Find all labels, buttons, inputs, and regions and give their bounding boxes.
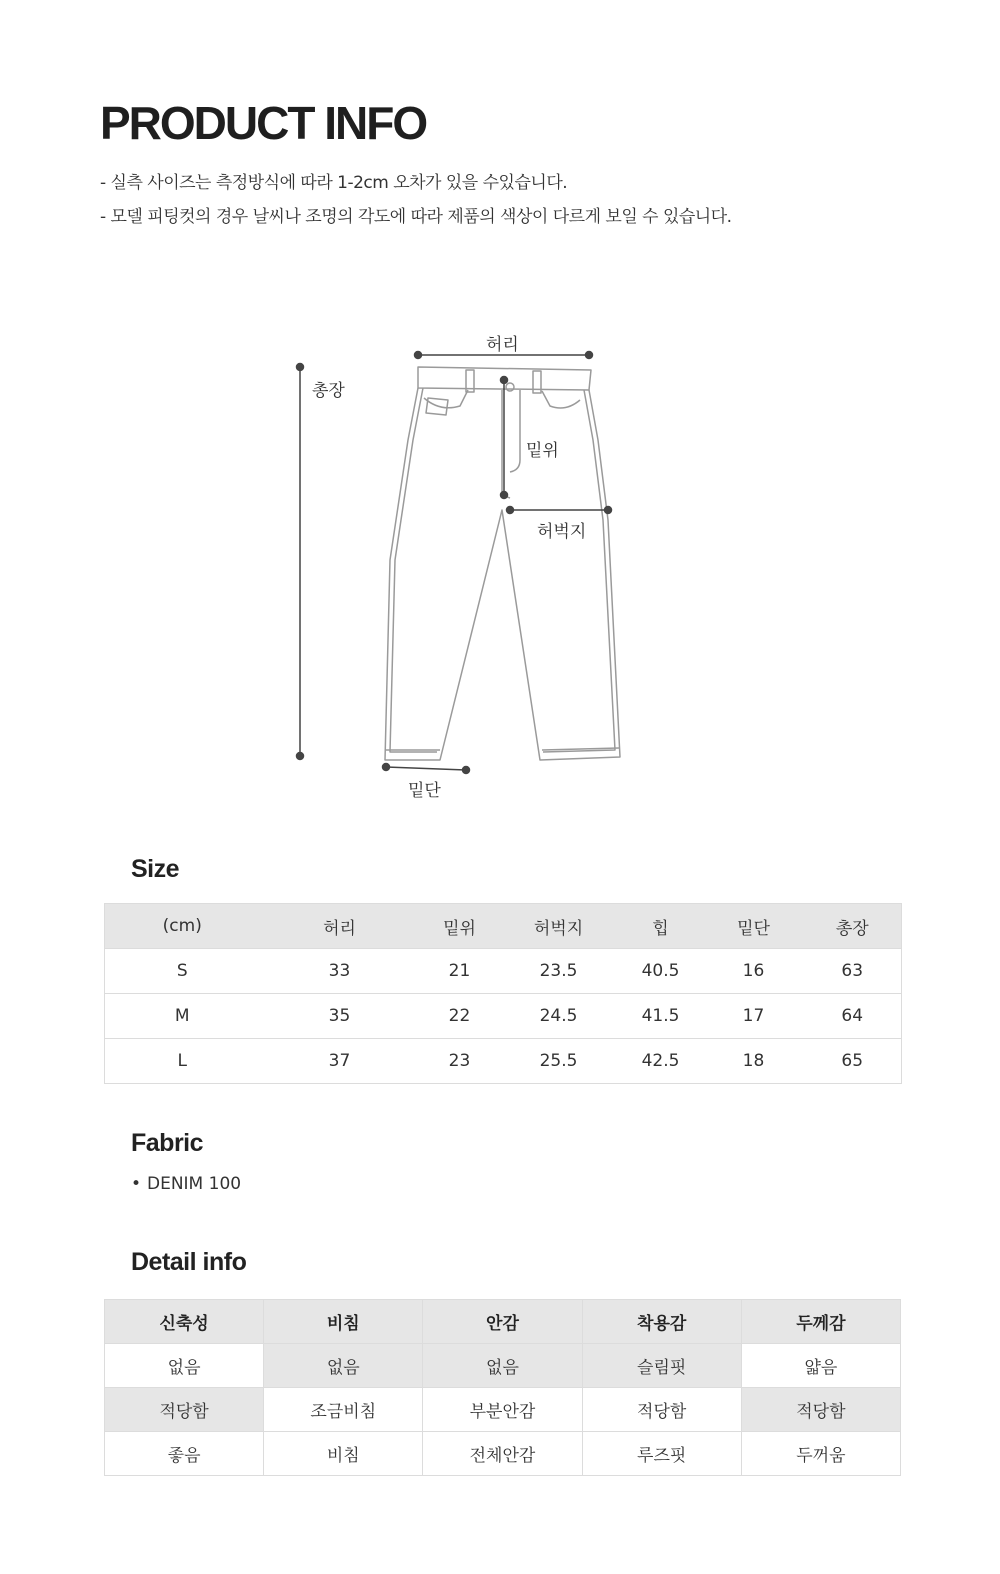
size-header-unit: (cm) — [105, 904, 260, 949]
size-header-hip: 힙 — [618, 904, 704, 949]
detail-cell-selected: 적당함 — [741, 1388, 900, 1432]
size-cell: 25.5 — [500, 1039, 618, 1084]
size-section-title: Size — [131, 855, 180, 883]
size-header-hem: 밑단 — [704, 904, 804, 949]
detail-cell: 두꺼움 — [741, 1432, 900, 1476]
table-row — [105, 1039, 902, 1084]
detail-header-sheer: 비침 — [264, 1300, 423, 1344]
fabric-list-item — [131, 1174, 241, 1194]
fabric-section-title: Fabric — [131, 1129, 204, 1157]
length-label: 총장 — [312, 381, 345, 401]
size-cell: 17 — [704, 994, 804, 1039]
detail-header-stretch: 신축성 — [105, 1300, 264, 1344]
table-row — [105, 1432, 901, 1476]
detail-header-thickness: 두께감 — [741, 1300, 900, 1344]
size-cell: 24.5 — [500, 994, 618, 1039]
size-cell: 23.5 — [500, 949, 618, 994]
table-row — [105, 949, 902, 994]
size-table — [104, 903, 902, 1084]
bullet-icon: • — [131, 1174, 142, 1194]
size-cell: 37 — [260, 1039, 420, 1084]
size-cell: L — [105, 1039, 260, 1084]
size-cell: M — [105, 994, 260, 1039]
size-cell: 65 — [804, 1039, 902, 1084]
size-header-thigh: 허벅지 — [500, 904, 618, 949]
detail-table — [104, 1299, 901, 1476]
size-cell: 16 — [704, 949, 804, 994]
detail-cell: 비침 — [264, 1432, 423, 1476]
fabric-composition: DENIM 100 — [147, 1174, 242, 1194]
size-header-rise: 밑위 — [420, 904, 500, 949]
size-header-length: 총장 — [804, 904, 902, 949]
size-cell: 42.5 — [618, 1039, 704, 1084]
note-color: - 모델 피팅컷의 경우 날씨나 조명의 각도에 따라 제품의 색상이 다르게 보일 수 있습니다. — [100, 207, 732, 227]
detail-cell: 좋음 — [105, 1432, 264, 1476]
size-cell: 18 — [704, 1039, 804, 1084]
size-cell: 33 — [260, 949, 420, 994]
pants-diagram — [280, 320, 640, 810]
size-header-waist: 허리 — [260, 904, 420, 949]
detail-header-row — [105, 1300, 901, 1344]
page-title: PRODUCT INFO — [100, 97, 427, 149]
table-row — [105, 994, 902, 1039]
size-cell: 23 — [420, 1039, 500, 1084]
size-cell: S — [105, 949, 260, 994]
table-row — [105, 1388, 901, 1432]
hem-label: 밑단 — [408, 781, 441, 801]
size-cell: 41.5 — [618, 994, 704, 1039]
detail-cell: 부분안감 — [423, 1388, 582, 1432]
size-cell: 35 — [260, 994, 420, 1039]
detail-cell-selected: 없음 — [423, 1344, 582, 1388]
detail-cell-selected: 없음 — [264, 1344, 423, 1388]
size-cell: 64 — [804, 994, 902, 1039]
detail-cell: 전체안감 — [423, 1432, 582, 1476]
detail-cell-selected: 적당함 — [105, 1388, 264, 1432]
size-header-row — [105, 904, 902, 949]
detail-cell: 얇음 — [741, 1344, 900, 1388]
detail-header-lining: 안감 — [423, 1300, 582, 1344]
detail-cell: 루즈핏 — [582, 1432, 741, 1476]
waist-label: 허리 — [486, 335, 519, 355]
size-cell: 63 — [804, 949, 902, 994]
rise-label: 밑위 — [526, 441, 559, 461]
detail-cell: 조금비침 — [264, 1388, 423, 1432]
table-row — [105, 1344, 901, 1388]
size-cell: 40.5 — [618, 949, 704, 994]
thigh-label: 허벅지 — [537, 522, 587, 542]
detail-section-title: Detail info — [131, 1248, 247, 1276]
size-cell: 22 — [420, 994, 500, 1039]
detail-cell-selected: 슬림핏 — [582, 1344, 741, 1388]
detail-cell: 적당함 — [582, 1388, 741, 1432]
detail-header-fit: 착용감 — [582, 1300, 741, 1344]
note-measurement: - 실측 사이즈는 측정방식에 따라 1-2cm 오차가 있을 수있습니다. — [100, 173, 568, 193]
size-cell: 21 — [420, 949, 500, 994]
detail-cell: 없음 — [105, 1344, 264, 1388]
